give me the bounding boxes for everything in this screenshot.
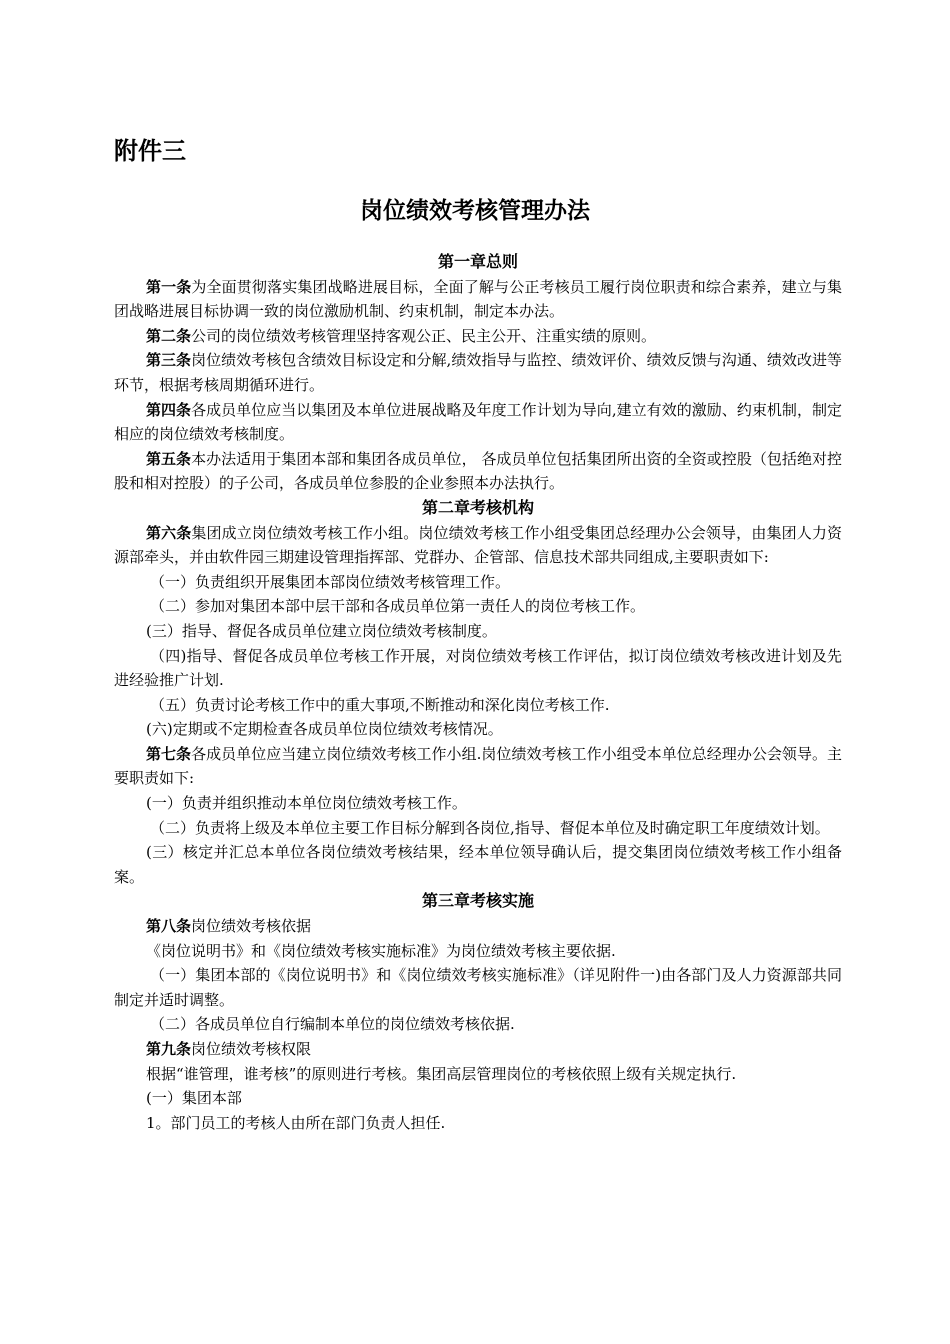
list-item: (一）负责并组织推动本单位岗位绩效考核工作。 [146, 794, 467, 813]
article-paragraph [114, 398, 842, 447]
article-label: 第五条 [146, 449, 192, 468]
article-paragraph [114, 324, 842, 349]
list-item: （二）参加对集团本部中层干部和各成员单位第一责任人的岗位考核工作。 [150, 597, 646, 616]
list-item: (三）核定并汇总本单位各岗位绩效考核结果，经本单位领导确认后，提交集团岗位绩效考核工作小组备案。 [114, 843, 842, 886]
article-text: 岗位绩效考核权限 [191, 1040, 312, 1058]
chapter-heading: 第三章考核实施 [421, 891, 534, 911]
article-label: 第九条 [146, 1040, 192, 1058]
document-body [114, 250, 842, 1135]
chapter-heading: 第一章总则 [437, 252, 518, 271]
article-label: 第八条 [146, 917, 192, 936]
article-text: 岗位绩效考核包含绩效目标设定和分解,绩效指导与监控、绩效评价、绩效反馈与沟通、绩效改进等环节，根据考核周期循环进行。 [114, 351, 842, 394]
chapter-heading: 第二章考核机构 [421, 497, 534, 517]
article-text: 各成员单位应当以集团及本单位进展战略及年度工作计划为导向,建立有效的激励、约束机制，制定相应的岗位绩效考核制度。 [114, 400, 842, 444]
list-item: (三）指导、督促各成员单位建立岗位绩效考核制度。 [146, 621, 497, 640]
article-text: 公司的岗位绩效考核管理坚持客观公正、民主公开、注重实绩的原则。 [191, 326, 657, 345]
list-item: （一）集团本部的《岗位说明书》和《岗位绩效考核实施标准》（详见附件一)由各部门及人力资源部共同制定并适时调整。 [114, 966, 842, 1009]
document-title: 岗位绩效考核管理办法 [360, 198, 590, 224]
article-paragraph [114, 742, 842, 791]
annex-label: 附件三 [114, 137, 186, 165]
article-text: 集团成立岗位绩效考核工作小组。岗位绩效考核工作小组受集团总经理办公会领导，由集团人力资源部牵头，并由软件园三期建设管理指挥部、党群办、企管部、信息技术部共同组成,主要职责如下: [114, 523, 842, 567]
article-text: 各成员单位应当建立岗位绩效考核工作小组.岗位绩效考核工作小组受本单位总经理办公会领导。主要职责如下: [114, 744, 842, 788]
article-paragraph [114, 521, 842, 570]
article-label: 第七条 [146, 744, 192, 763]
list-item: 根据“谁管理，谁考核”的原则进行考核。集团高层管理岗位的考核依照上级有关规定执行. [146, 1064, 737, 1083]
list-item: 1。部门员工的考核人由所在部门负责人担任. [146, 1113, 446, 1132]
list-item: （四)指导、督促各成员单位考核工作开展，对岗位绩效考核工作评估，拟订岗位绩效考核改进计划及先进经验推广计划. [114, 646, 842, 690]
list-item: （二）各成员单位自行编制本单位的岗位绩效考核依据. [150, 1015, 515, 1034]
list-item: （一）负责组织开展集团本部岗位绩效考核管理工作。 [150, 572, 511, 591]
article-paragraph [114, 275, 842, 324]
article-label: 第六条 [146, 523, 192, 542]
article-text: 本办法适用于集团本部和集团各成员单位， 各成员单位包括集团所出资的全资或控股（包括绝对控股和相对控股）的子公司，各成员单位参股的企业参照本办法执行。 [114, 449, 842, 493]
list-item: (六)定期或不定期检查各成员单位岗位绩效考核情况。 [146, 720, 503, 739]
list-item: (一）集团本部 [146, 1089, 242, 1108]
list-item: （二）负责将上级及本单位主要工作目标分解到各岗位,指导、督促本单位及时确定职工年度绩效计划。 [150, 818, 830, 837]
article-text: 岗位绩效考核依据 [191, 917, 312, 936]
article-text: 为全面贯彻落实集团战略进展目标，全面了解与公正考核员工履行岗位职责和综合素养，建立与集团战略进展目标协调一致的岗位激励机制、约束机制，制定本办法。 [114, 277, 842, 321]
list-item: 《岗位说明书》和《岗位绩效考核实施标准》为岗位绩效考核主要依据. [146, 941, 616, 960]
article-paragraph [114, 1037, 842, 1062]
article-label: 第四条 [146, 400, 192, 419]
article-paragraph [114, 348, 842, 397]
article-paragraph [114, 914, 842, 939]
list-item: （五）负责讨论考核工作中的重大事项,不断推动和深化岗位考核工作. [150, 695, 610, 714]
article-label: 第三条 [146, 351, 192, 370]
article-label: 第一条 [146, 277, 192, 296]
article-paragraph [114, 447, 842, 496]
article-label: 第二条 [146, 326, 192, 345]
